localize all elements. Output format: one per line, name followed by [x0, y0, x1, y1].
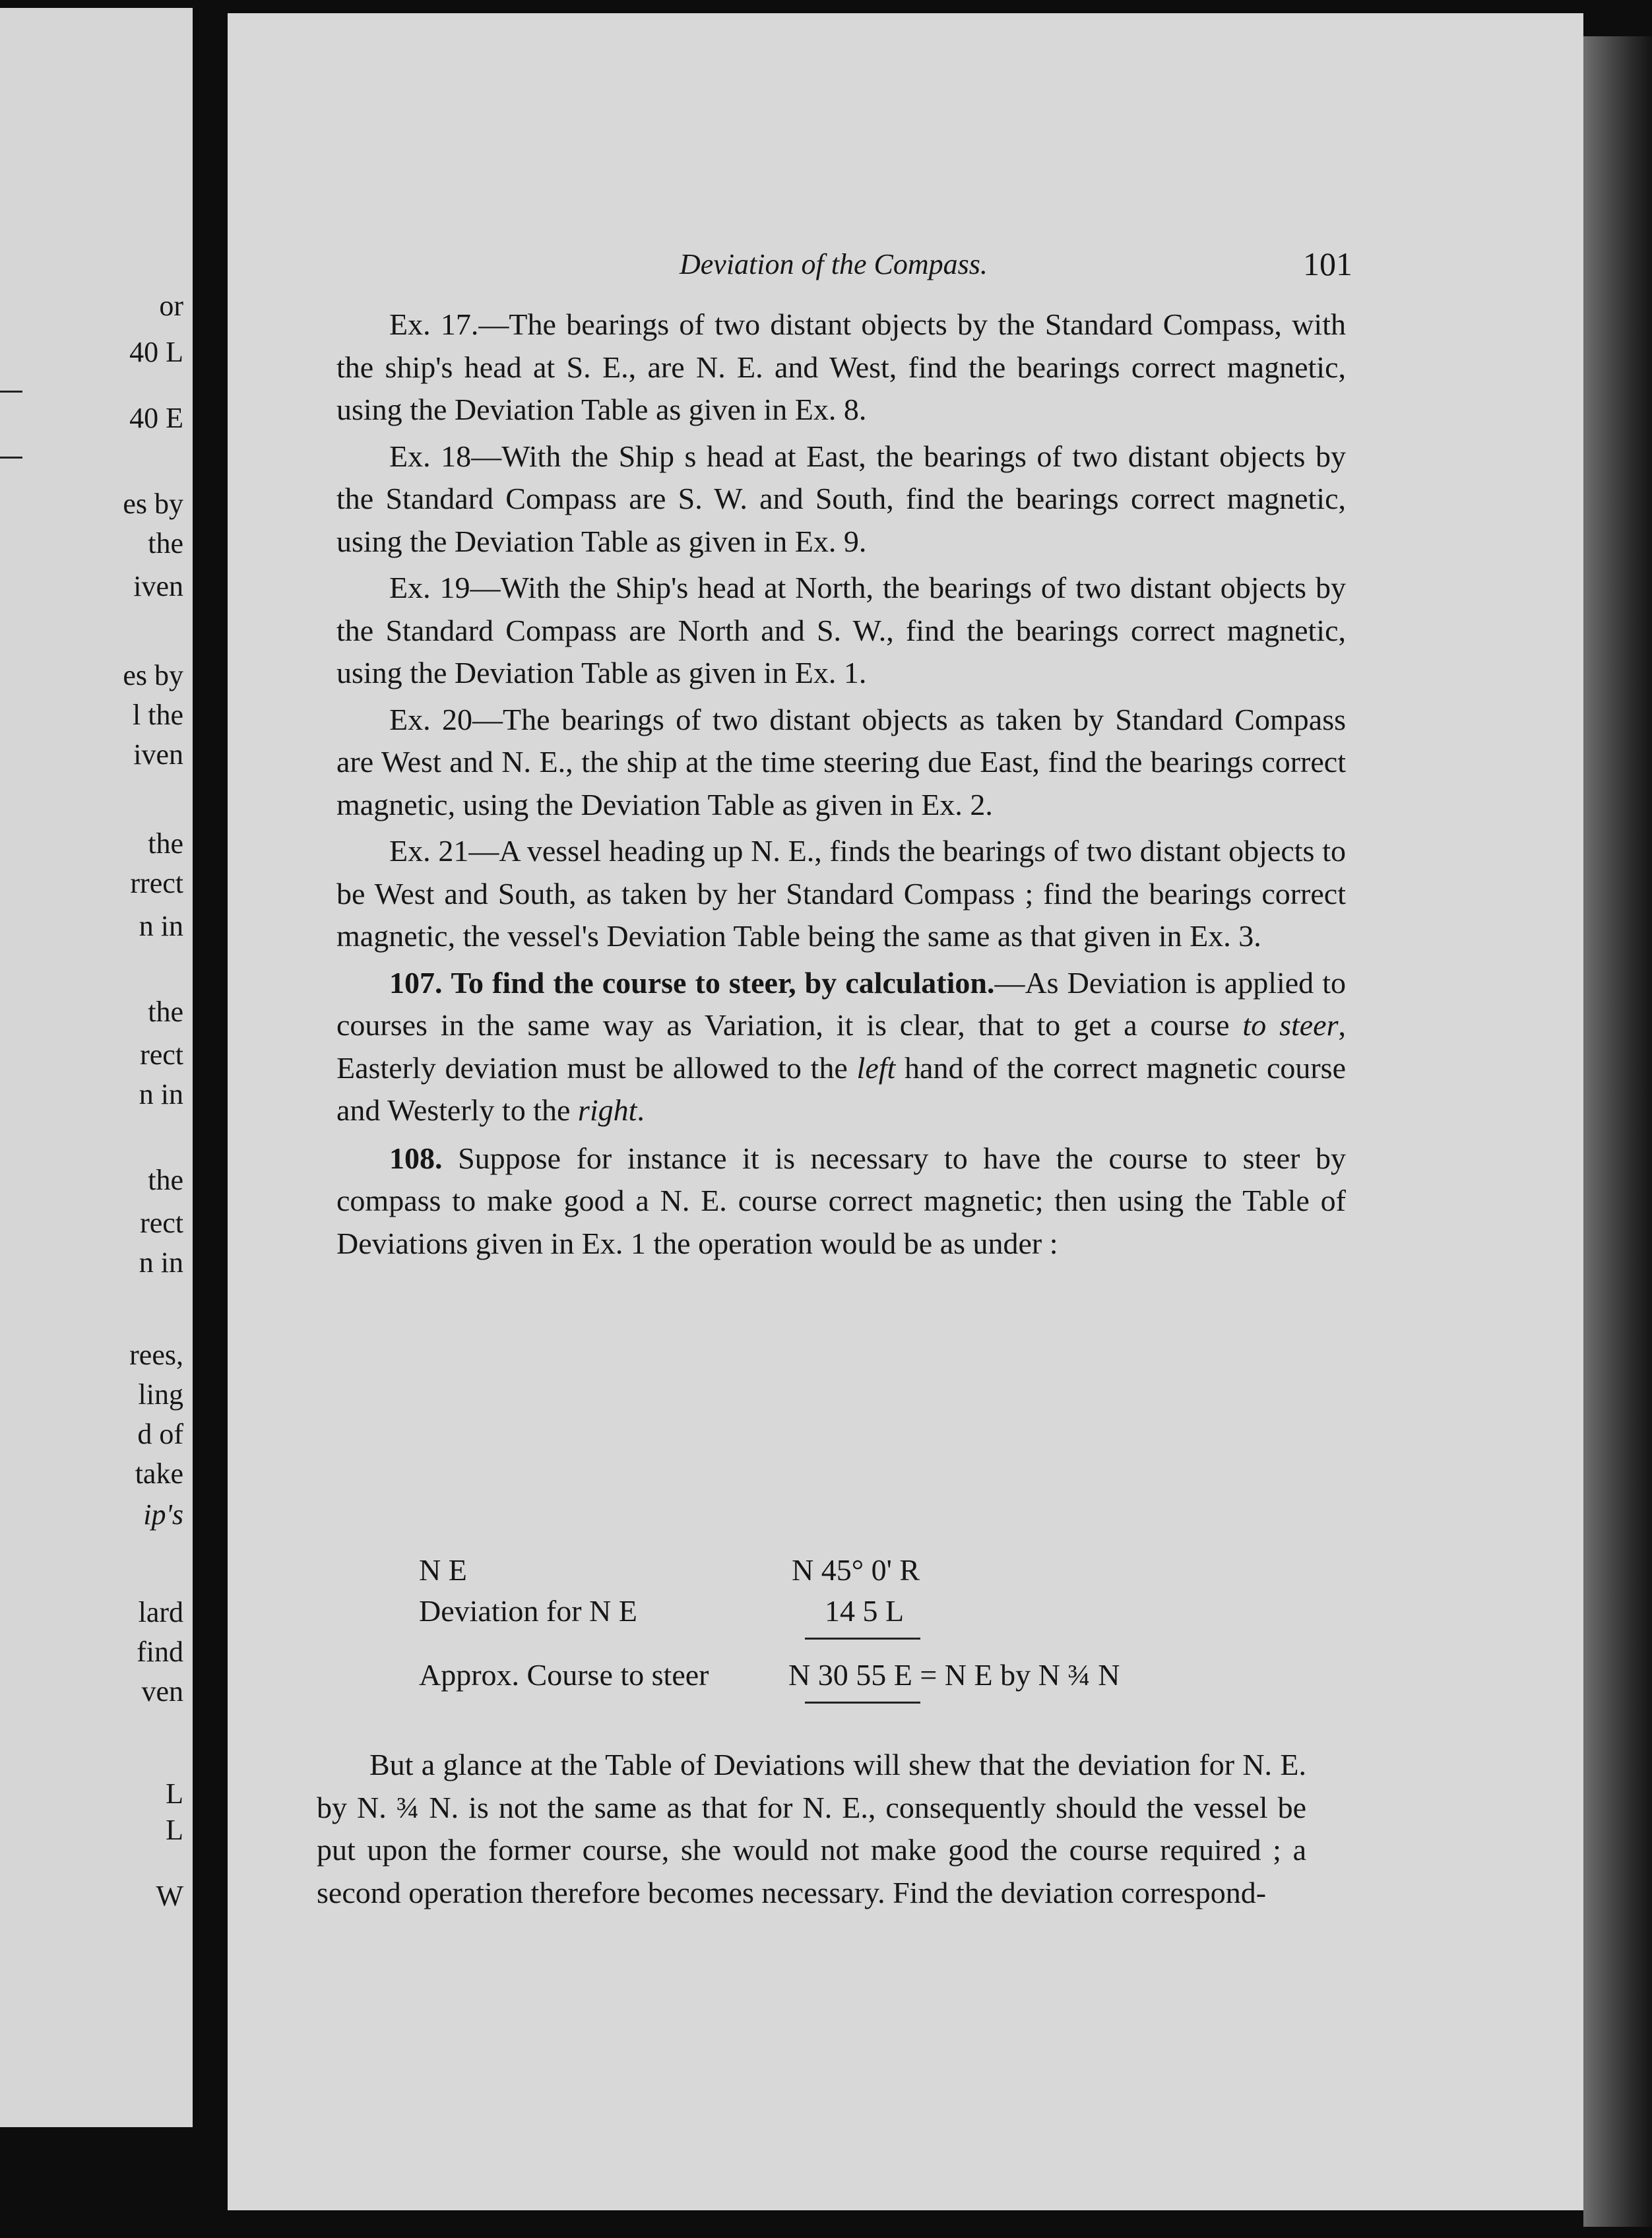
left-page-fragment: ip's [143, 1498, 183, 1531]
page-number: 101 [1303, 245, 1352, 282]
left-page-fragment: rect [140, 1207, 183, 1239]
running-title: Deviation of the Compass. [680, 248, 988, 280]
left-page-fragment: n in [139, 910, 183, 942]
left-page-fragment: W [156, 1880, 183, 1912]
exercise-17: Ex. 17.—The bearings of two distant objects by the Standard Compass, with the ship's head at S. E., are N. E. and West, find the bearings correct magnetic, using the Deviation Table as given in Ex. 8. [336, 307, 1346, 426]
left-page-fragment: rect [140, 1039, 183, 1071]
closing-paragraph [317, 1744, 1306, 1914]
calc-row2-value: 14 5 L [825, 1594, 905, 1628]
course-calculation [412, 1541, 1283, 1712]
left-page-fragment: find [137, 1636, 183, 1668]
left-page-fragment: iven [133, 570, 183, 602]
left-page-fragment: d of [137, 1418, 183, 1450]
section-107-text: hand of the correct magnetic course and Westerly to the [336, 1050, 1347, 1127]
left-page-fragment: 40 L [129, 336, 183, 368]
section-108 [336, 1137, 1346, 1265]
left-page-fragment: or [159, 290, 183, 322]
page-header [680, 247, 1352, 287]
left-page-fragment: iven [133, 738, 183, 771]
closing-paragraph-text: But a glance at the Table of Deviations will shew that the deviation for N. E. by N. ¾ N. is not the same as that for N. E., consequently should the vessel be put upon the former course, she would not make good the course required ; a second operation therefore becomes necessary. Find the deviation correspond- [317, 1748, 1306, 1909]
exercise-18: Ex. 18—With the Ship s head at East, the bearings of two distant objects by the Standard Compass are S. W. and South, find the bearings correct magnetic, using the Deviation Table as given in Ex. 9. [336, 439, 1346, 558]
calc-result-label: Approx. Course to steer [419, 1658, 709, 1692]
calc-row1-label: N E [419, 1553, 467, 1587]
left-page-fragment: the [148, 527, 183, 560]
left-page-fragment: ven [141, 1675, 183, 1708]
body-text [336, 304, 1346, 1270]
left-page-rule [0, 457, 22, 459]
left-page-fragment: es by [123, 488, 183, 520]
section-108-number: 108. [389, 1141, 443, 1175]
left-page-fragment: the [148, 996, 183, 1028]
section-107-emphasis: to steer [1242, 1008, 1339, 1042]
left-page-fragment: rees, [129, 1339, 183, 1371]
calc-result-value: N 30 55 E = N E by N ¾ N [788, 1658, 1120, 1692]
exercise-21: Ex. 21—A vessel heading up N. E., finds the bearings of two distant objects to be West and South, as taken by her Standard Compass ; find the bearings correct magnetic, the vessel's Deviation Table being the same as that given in Ex. 3. [336, 834, 1346, 953]
left-page-fragment: n in [139, 1078, 183, 1110]
left-page-rule [0, 391, 22, 393]
section-107-emphasis: right [577, 1093, 637, 1127]
calc-sum-rule [805, 1638, 920, 1640]
left-page-fragment: l the [133, 699, 183, 731]
calc-row2-label: Deviation for N E [419, 1594, 637, 1628]
section-108-text: Suppose for instance it is necessary to have the course to steer by compass to make good a N. E. course correct magnetic; then using the Table of Deviations given in Ex. 1 the operation would be as under : [336, 1141, 1346, 1260]
section-107-text: , Easterly deviation must be allowed to the [336, 1008, 1346, 1085]
left-page-fragment: n in [139, 1246, 183, 1279]
section-107-number: 107. [389, 965, 443, 1000]
left-page-fragment: ling [138, 1378, 183, 1411]
left-page-fragment: L [166, 1777, 183, 1810]
book-edge [1583, 36, 1652, 2227]
calc-result-rule [805, 1702, 920, 1704]
exercise-19: Ex. 19—With the Ship's head at North, the bearings of two distant objects by the Standard Compass are North and S. W., find the bearings correct magnetic, using the Deviation Table as given in Ex. 1. [336, 571, 1346, 689]
section-107-heading: To find the course to steer, by calculation. [451, 965, 995, 1000]
left-page-fragment: take [135, 1457, 183, 1490]
left-page-edge [0, 8, 193, 2127]
left-page-fragment: the [148, 827, 183, 860]
section-107-emphasis: left [856, 1050, 896, 1085]
section-107-text: . [637, 1093, 645, 1127]
calc-row1-value: N 45° 0' R [792, 1553, 920, 1587]
left-page-fragment: L [166, 1814, 183, 1846]
section-107-text: —As Deviation is applied to courses in the same way as Variation, it is clear, that to get a course [336, 965, 1347, 1042]
left-page-fragment: es by [123, 659, 183, 691]
left-page-fragment: lard [138, 1596, 183, 1628]
left-page-fragment: rrect [130, 867, 183, 899]
left-page-fragment: 40 E [129, 402, 183, 434]
exercise-20: Ex. 20—The bearings of two distant objects as taken by Standard Compass are West and N. E., the ship at the time steering due East, find the bearings correct magnetic, using the Deviation Table as given in Ex. 2. [336, 702, 1346, 821]
section-107 [336, 962, 1346, 1132]
left-page-fragment: the [148, 1164, 183, 1196]
